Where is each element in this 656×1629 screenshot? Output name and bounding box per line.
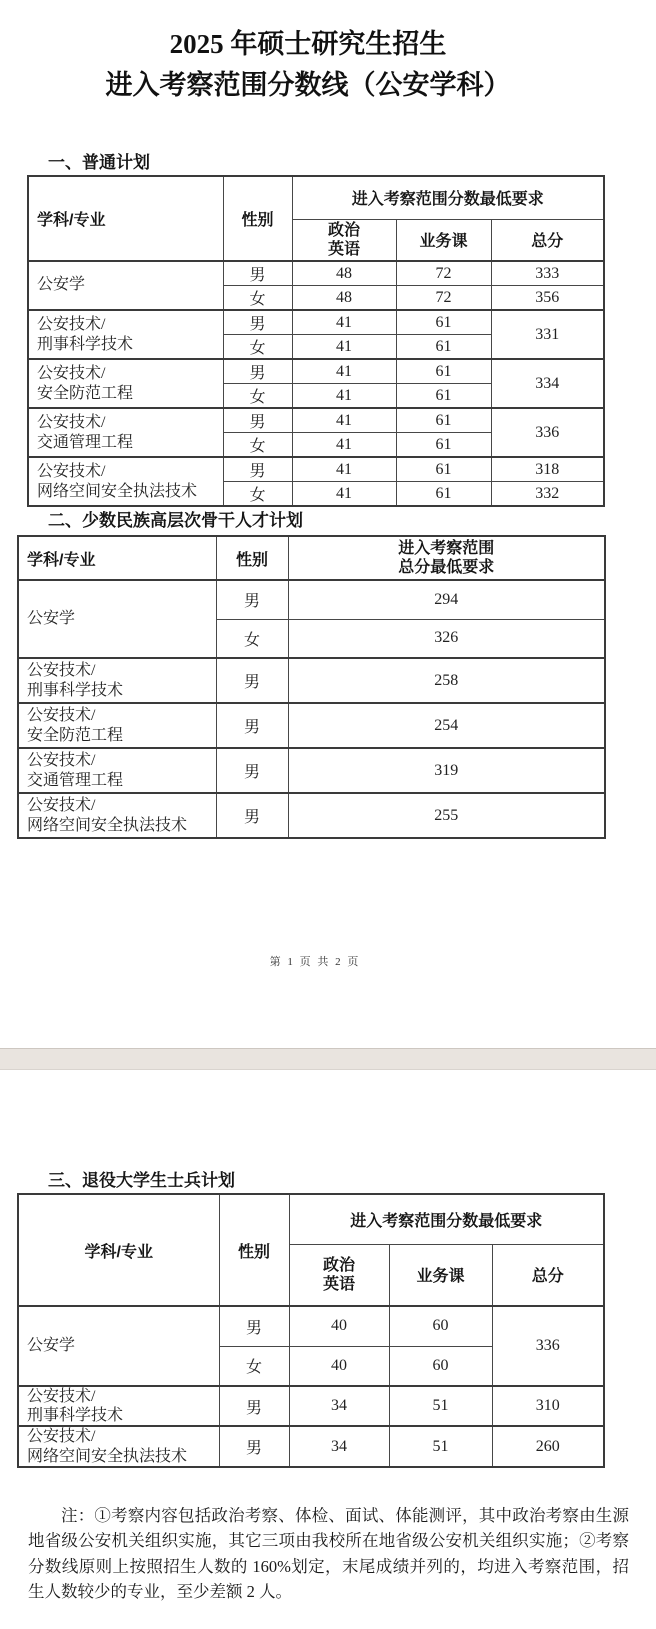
- subject-cell: [18, 703, 216, 748]
- subject-line1: 公安技术/: [27, 1428, 96, 1446]
- gender-cell: 男: [223, 408, 292, 433]
- total-score-cell: 336: [492, 1306, 604, 1386]
- business-score-cell: 72: [396, 286, 491, 311]
- subject-cell: [28, 359, 223, 408]
- page-number-footer: 第 1 页 共 2 页: [269, 956, 361, 968]
- page-title-line2: 进入考察范围分数线（公安学科）: [105, 70, 511, 100]
- t1-header-min-requirement: 进入考察范围分数最低要求: [292, 176, 604, 219]
- t3-header-subject: 学科/专业: [18, 1194, 219, 1306]
- t1-header-politics-english: [292, 219, 396, 261]
- subject-line1: 公安技术/: [27, 752, 96, 770]
- t2-header-subject: 学科/专业: [18, 536, 216, 580]
- table-row: [18, 658, 605, 703]
- section-1-heading: 一、普通计划: [48, 153, 150, 172]
- total-score-cell: 336: [491, 408, 604, 457]
- subject-cell: [18, 748, 216, 793]
- gender-cell: 男: [223, 261, 292, 286]
- gender-cell: 女: [223, 482, 292, 507]
- total-score-cell: 254: [288, 703, 605, 748]
- subject-line2: 网络空间安全执法技术: [27, 1447, 188, 1465]
- subject-line1: 公安技术/: [27, 1388, 96, 1405]
- footnote-paragraph: 注：①考察内容包括政治考察、体检、面试、体能测评，其中政治考察由生源地省级公安机关组织实施，其它三项由我校所在地省级公安机关组织实施；②考察分数线原则上按照招生人数的 160%划定，末尾成绩并列的，均进入考察范围，招生人数较少的专业，至少差额 2 人。: [28, 1505, 629, 1601]
- total-score-cell: 333: [491, 261, 604, 286]
- t1-header-business-course: 业务课: [396, 219, 491, 261]
- politics-english-score-cell: 41: [292, 335, 396, 360]
- subject-cell: [18, 1426, 219, 1466]
- t1-header-subject: 学科/专业: [28, 176, 223, 261]
- subject-cell: [18, 793, 216, 838]
- subject-line2: 网络空间安全执法技术: [37, 482, 198, 500]
- t1-header-english: 英语: [327, 240, 360, 258]
- gender-cell: 男: [223, 310, 292, 335]
- subject-line1: 公安技术/: [37, 463, 106, 481]
- t2-header-min-total-line1: 进入考察范围: [398, 539, 495, 557]
- table-row: [28, 359, 604, 384]
- subject-cell: 公安学: [18, 1306, 219, 1386]
- t3-header-english: 英语: [322, 1275, 355, 1293]
- gender-cell: 男: [216, 580, 288, 619]
- gender-cell: 男: [219, 1306, 289, 1346]
- business-score-cell: 61: [396, 433, 491, 458]
- table-row: [18, 793, 605, 838]
- business-score-cell: 61: [396, 482, 491, 507]
- table-row: [18, 703, 605, 748]
- business-score-cell: 61: [396, 384, 491, 409]
- politics-english-score-cell: 40: [289, 1306, 389, 1346]
- business-score-cell: 61: [396, 457, 491, 482]
- politics-english-score-cell: 41: [292, 408, 396, 433]
- t1-header-gender: 性别: [223, 176, 292, 261]
- table-row: [18, 1306, 604, 1346]
- gender-cell: 女: [223, 384, 292, 409]
- t3-header-gender: 性别: [219, 1194, 289, 1306]
- table-row: [18, 580, 605, 619]
- politics-english-score-cell: 41: [292, 433, 396, 458]
- page-separator-band: [0, 1048, 656, 1070]
- gender-cell: 女: [223, 433, 292, 458]
- table-row: [28, 261, 604, 286]
- t2-header-gender: 性别: [216, 536, 288, 580]
- subject-cell: [28, 310, 223, 359]
- subject-line1: 公安技术/: [37, 414, 106, 432]
- table-row: [28, 310, 604, 335]
- table-minority-backbone-plan: [17, 535, 606, 839]
- subject-line1: 公安技术/: [27, 797, 96, 815]
- politics-english-score-cell: 34: [289, 1426, 389, 1466]
- total-score-cell: 356: [491, 286, 604, 311]
- politics-english-score-cell: 41: [292, 384, 396, 409]
- table-row: [28, 457, 604, 482]
- politics-english-score-cell: 40: [289, 1346, 389, 1386]
- total-score-cell: 310: [492, 1386, 604, 1426]
- t3-header-total: 总分: [492, 1244, 604, 1306]
- total-score-cell: 255: [288, 793, 605, 838]
- table-row: [28, 408, 604, 433]
- gender-cell: 男: [223, 359, 292, 384]
- gender-cell: 女: [223, 286, 292, 311]
- business-score-cell: 60: [389, 1306, 492, 1346]
- subject-line2: 安全防范工程: [27, 726, 124, 744]
- business-score-cell: 51: [389, 1426, 492, 1466]
- t2-header-min-total-line2: 总分最低要求: [398, 559, 495, 576]
- business-score-cell: 51: [389, 1386, 492, 1426]
- subject-cell: [18, 658, 216, 703]
- t3-header-business-course: 业务课: [389, 1244, 492, 1306]
- page-title-line1: 2025 年硕士研究生招生: [169, 29, 447, 59]
- t1-header-total: 总分: [491, 219, 604, 261]
- subject-line2: 安全防范工程: [37, 384, 134, 402]
- business-score-cell: 72: [396, 261, 491, 286]
- business-score-cell: 61: [396, 335, 491, 360]
- subject-line2: 交通管理工程: [37, 433, 134, 451]
- table-row: [18, 1426, 604, 1466]
- business-score-cell: 61: [396, 310, 491, 335]
- gender-cell: 女: [223, 335, 292, 360]
- gender-cell: 男: [223, 457, 292, 482]
- subject-line1: 公安技术/: [37, 316, 106, 334]
- gender-cell: 男: [216, 703, 288, 748]
- gender-cell: 男: [216, 748, 288, 793]
- business-score-cell: 60: [389, 1346, 492, 1386]
- politics-english-score-cell: 41: [292, 482, 396, 507]
- subject-cell: [28, 457, 223, 506]
- total-score-cell: 331: [491, 310, 604, 359]
- subject-line1: 公安技术/: [27, 707, 96, 725]
- total-score-cell: 258: [288, 658, 605, 703]
- table-general-plan: [27, 175, 605, 507]
- t2-header-min-total: [288, 536, 605, 580]
- t3-header-min-requirement: 进入考察范围分数最低要求: [289, 1194, 604, 1244]
- total-score-cell: 294: [288, 580, 605, 619]
- business-score-cell: 61: [396, 359, 491, 384]
- table-row: [18, 748, 605, 793]
- gender-cell: 女: [219, 1346, 289, 1386]
- subject-line2: 网络空间安全执法技术: [27, 816, 188, 834]
- politics-english-score-cell: 48: [292, 286, 396, 311]
- politics-english-score-cell: 41: [292, 359, 396, 384]
- subject-cell: 公安学: [28, 261, 223, 310]
- t1-header-politics: 政治: [327, 221, 360, 239]
- page-title: [0, 24, 616, 106]
- section-3-heading: 三、退役大学生士兵计划: [48, 1171, 235, 1190]
- t3-header-politics: 政治: [322, 1256, 355, 1274]
- gender-cell: 男: [219, 1386, 289, 1426]
- gender-cell: 男: [216, 793, 288, 838]
- subject-cell: [28, 408, 223, 457]
- table-row: [18, 1386, 604, 1426]
- total-score-cell: 332: [491, 482, 604, 507]
- total-score-cell: 319: [288, 748, 605, 793]
- subject-line2: 刑事科学技术: [27, 1407, 124, 1425]
- total-score-cell: 334: [491, 359, 604, 408]
- politics-english-score-cell: 41: [292, 310, 396, 335]
- subject-cell: 公安学: [18, 580, 216, 658]
- table-veteran-soldier-plan: [17, 1193, 605, 1468]
- section-2-heading: 二、少数民族高层次骨干人才计划: [48, 511, 303, 530]
- subject-line1: 公安技术/: [27, 662, 96, 680]
- politics-english-score-cell: 48: [292, 261, 396, 286]
- subject-line2: 刑事科学技术: [27, 681, 124, 699]
- subject-line2: 交通管理工程: [27, 771, 124, 789]
- t3-header-politics-english: [289, 1244, 389, 1306]
- subject-cell: [18, 1386, 219, 1426]
- total-score-cell: 326: [288, 619, 605, 658]
- gender-cell: 女: [216, 619, 288, 658]
- total-score-cell: 260: [492, 1426, 604, 1466]
- gender-cell: 男: [219, 1426, 289, 1466]
- politics-english-score-cell: 34: [289, 1386, 389, 1426]
- gender-cell: 男: [216, 658, 288, 703]
- subject-line2: 刑事科学技术: [37, 335, 134, 353]
- subject-line1: 公安技术/: [37, 365, 106, 383]
- total-score-cell: 318: [491, 457, 604, 482]
- business-score-cell: 61: [396, 408, 491, 433]
- politics-english-score-cell: 41: [292, 457, 396, 482]
